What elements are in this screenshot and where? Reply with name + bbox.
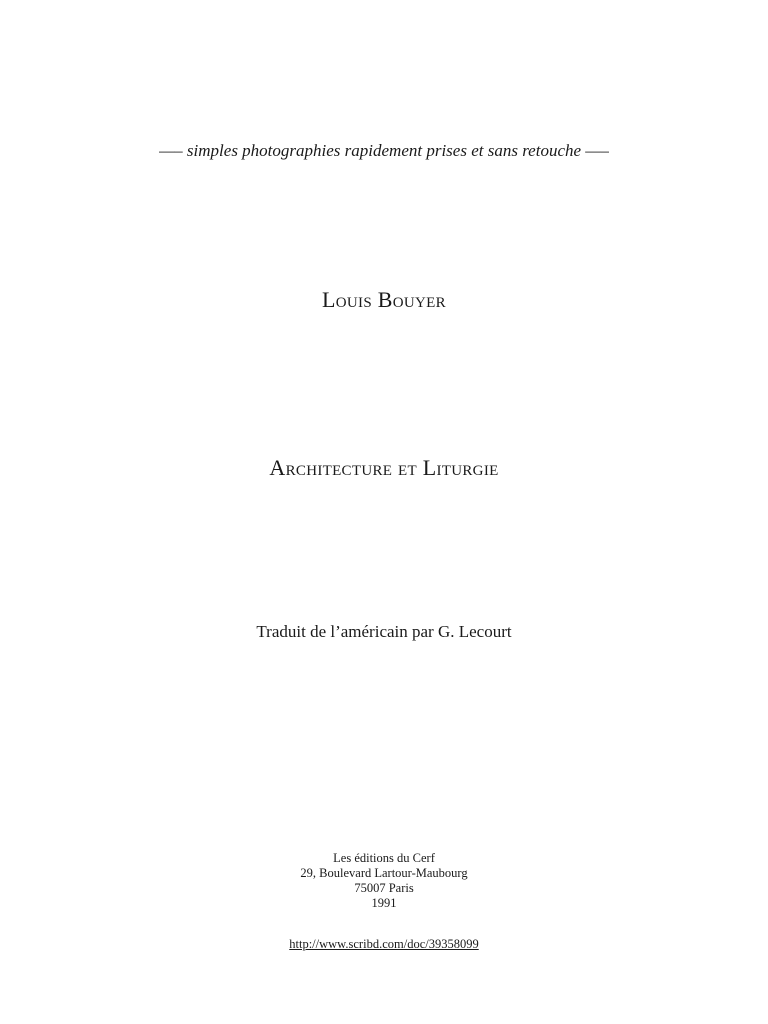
translator-credit: Traduit de l’américain par G. Lecourt	[256, 622, 512, 641]
publisher-street: 29, Boulevard Lartour-Maubourg	[300, 866, 468, 880]
epigraph: —– simples photographies rapidement prises et sans retouche —–	[159, 141, 609, 160]
source-link-container	[0, 937, 768, 952]
publisher-city: 75007 Paris	[354, 881, 414, 895]
publication-year: 1991	[371, 896, 397, 910]
publisher-name: Les éditions du Cerf	[333, 851, 435, 865]
publisher-block	[0, 851, 768, 911]
source-link[interactable]: http://www.scribd.com/doc/39358099	[289, 937, 479, 951]
author-name: Louis Bouyer	[322, 287, 446, 312]
book-title: Architecture et Liturgie	[269, 455, 499, 480]
